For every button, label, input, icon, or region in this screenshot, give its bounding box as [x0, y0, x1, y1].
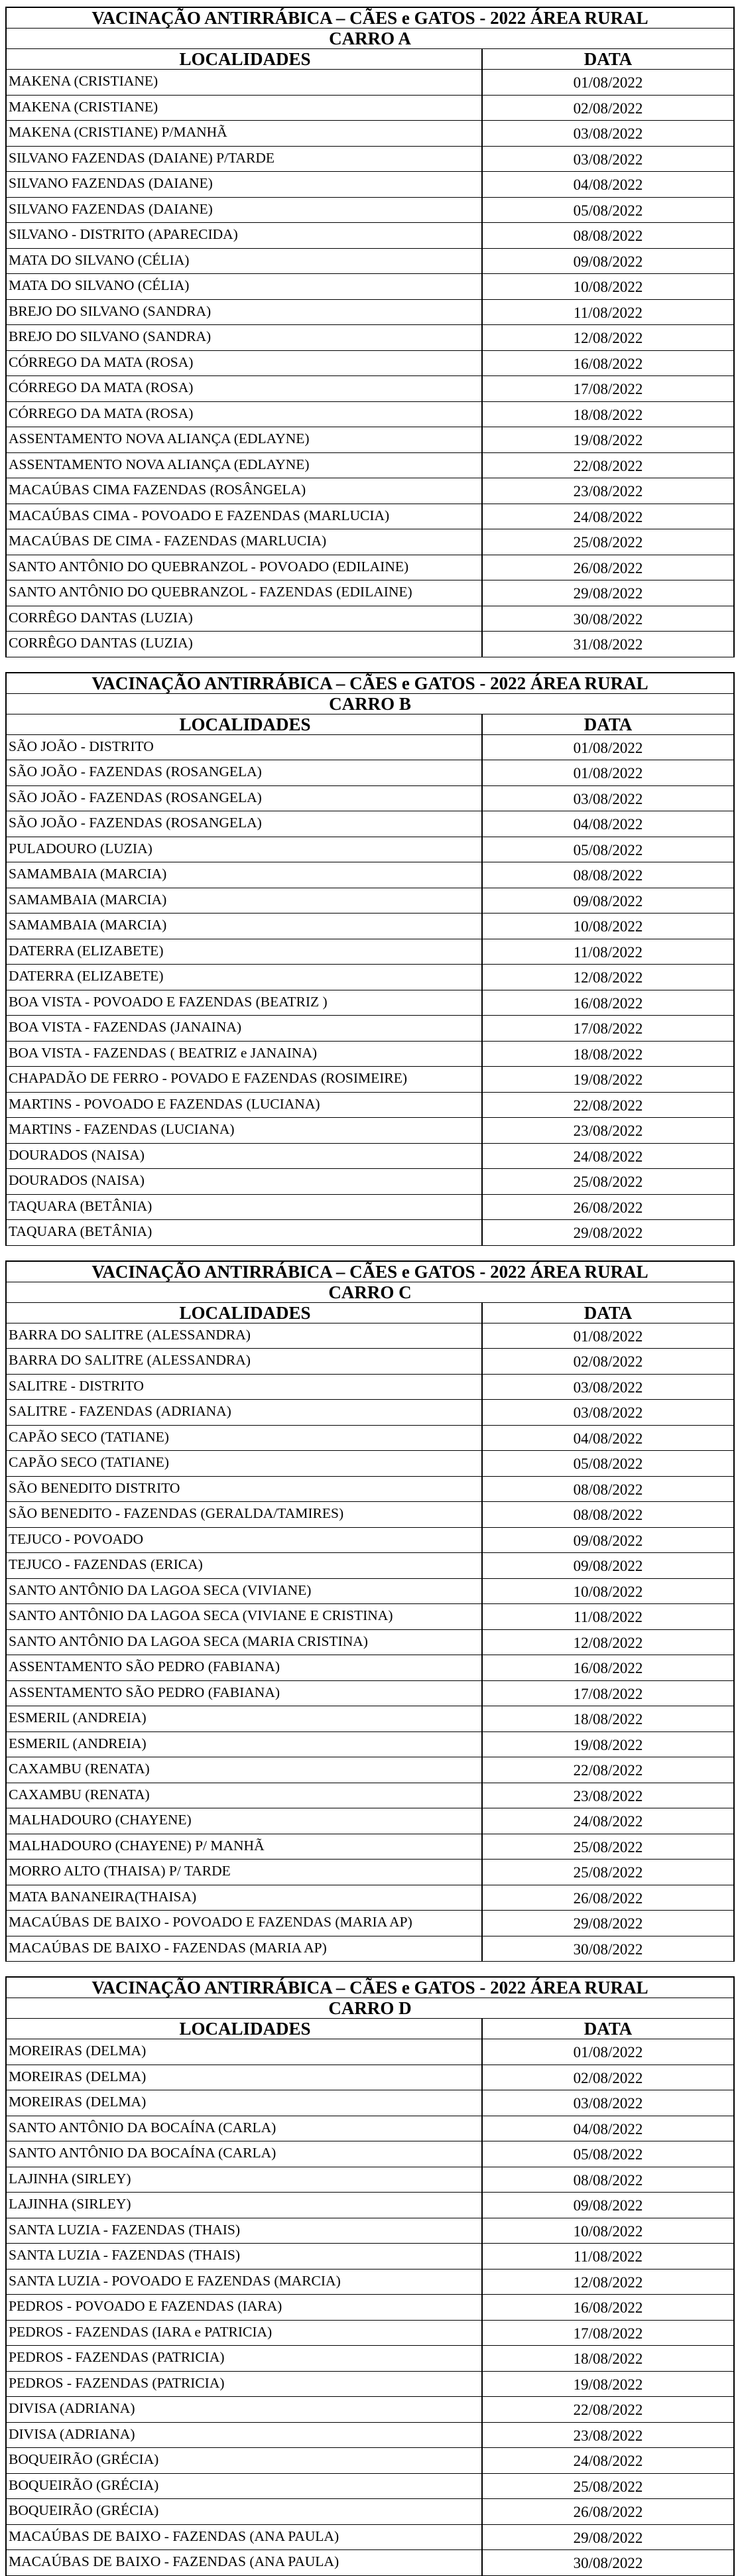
table-row: [7, 914, 733, 939]
date-cell: 22/08/2022: [573, 2402, 643, 2418]
date-cell: 09/08/2022: [573, 253, 643, 270]
date-cell: 08/08/2022: [573, 867, 643, 884]
locality-cell: SANTO ANTÔNIO DO QUEBRANZOL - FAZENDAS (EDILAINE): [7, 580, 483, 606]
date-cell: 25/08/2022: [573, 2478, 643, 2495]
locality-cell: MOREIRAS (DELMA): [7, 2065, 483, 2090]
table-row: [7, 1911, 733, 1936]
table-row: [7, 1630, 733, 1656]
locality-cell: SILVANO FAZENDAS (DAIANE): [7, 172, 483, 197]
locality-cell: TAQUARA (BETÂNIA): [7, 1220, 483, 1245]
table-row: [7, 70, 733, 96]
schedule-table: [5, 7, 735, 657]
locality-cell: SANTO ANTÔNIO DA BOCAÍNA (CARLA): [7, 2116, 483, 2141]
locality-cell: MOREIRAS (DELMA): [7, 2090, 483, 2116]
date-cell: 04/08/2022: [573, 1430, 643, 1447]
locality-cell: MATA DO SILVANO (CÉLIA): [7, 249, 483, 274]
date-cell: 05/08/2022: [573, 1456, 643, 1472]
table-row: [7, 760, 733, 786]
table-row: [7, 172, 733, 198]
date-cell: 03/08/2022: [573, 125, 643, 142]
table-row: [7, 325, 733, 351]
date-cell: 19/08/2022: [573, 1736, 643, 1753]
date-cell: 01/08/2022: [573, 2044, 643, 2061]
date-cell: 18/08/2022: [573, 1711, 643, 1728]
table-row: [7, 2372, 733, 2398]
locality-cell: PEDROS - FAZENDAS (PATRICIA): [7, 2372, 483, 2397]
date-cell: 26/08/2022: [573, 1889, 643, 1907]
date-cell: 24/08/2022: [573, 1148, 643, 1165]
date-cell: 25/08/2022: [573, 1864, 643, 1881]
locality-cell: MACAÚBAS DE BAIXO - FAZENDAS (ANA PAULA): [7, 2550, 483, 2575]
locality-cell: MATA DO SILVANO (CÉLIA): [7, 274, 483, 299]
locality-cell: CAPÃO SECO (TATIANE): [7, 1426, 483, 1451]
table-row: [7, 1451, 733, 1477]
locality-cell: SANTA LUZIA - FAZENDAS (THAIS): [7, 2218, 483, 2244]
date-cell: 05/08/2022: [573, 841, 643, 858]
table-row: [7, 376, 733, 402]
date-cell: 12/08/2022: [573, 330, 643, 346]
table-row: [7, 1860, 733, 1885]
date-cell: 09/08/2022: [573, 1558, 643, 1574]
table-row: [7, 1732, 733, 1758]
table-row: [7, 2499, 733, 2525]
table-row: [7, 198, 733, 224]
locality-cell: DIVISA (ADRIANA): [7, 2423, 483, 2448]
locality-cell: SÃO JOÃO - FAZENDAS (ROSANGELA): [7, 811, 483, 837]
date-cell: 23/08/2022: [573, 2427, 643, 2444]
table-row: [7, 2141, 733, 2167]
table-row: [7, 1400, 733, 1426]
table-row: [7, 478, 733, 504]
locality-cell: BOA VISTA - POVOADO E FAZENDAS (BEATRIZ ): [7, 990, 483, 1016]
table-row: [7, 606, 733, 632]
locality-cell: SAMAMBAIA (MARCIA): [7, 888, 483, 914]
table-row: [7, 2065, 733, 2091]
locality-cell: ASSENTAMENTO SÃO PEDRO (FABIANA): [7, 1681, 483, 1706]
date-cell: 11/08/2022: [574, 304, 643, 321]
date-cell: 09/08/2022: [573, 892, 643, 910]
date-cell: 05/08/2022: [573, 2146, 643, 2163]
table-title: VACINAÇÃO ANTIRRÁBICA – CÃES e GATOS - 2022 ÁREA RURAL: [7, 1978, 733, 1998]
date-cell: 09/08/2022: [573, 1532, 643, 1549]
table-row: [7, 300, 733, 326]
date-cell: 17/08/2022: [573, 1685, 643, 1702]
locality-cell: SANTA LUZIA - POVOADO E FAZENDAS (MARCIA): [7, 2270, 483, 2295]
table-row: [7, 1783, 733, 1809]
locality-cell: MACAÚBAS DE BAIXO - FAZENDAS (ANA PAULA): [7, 2525, 483, 2550]
locality-cell: MACAÚBAS CIMA FAZENDAS (ROSÂNGELA): [7, 478, 483, 504]
date-cell: 08/08/2022: [573, 228, 643, 244]
locality-cell: ESMERIL (ANDREIA): [7, 1706, 483, 1731]
table-row: [7, 1553, 733, 1579]
table-row: [7, 965, 733, 990]
table-row: [7, 2116, 733, 2142]
date-cell: 29/08/2022: [573, 1225, 643, 1241]
column-header-localidades: LOCALIDADES: [7, 1303, 483, 1323]
table-row: [7, 1936, 733, 1962]
date-cell: 16/08/2022: [573, 2299, 643, 2316]
date-cell: 29/08/2022: [573, 2529, 643, 2546]
table-row: [7, 1808, 733, 1834]
table-row: [7, 351, 733, 377]
date-cell: 22/08/2022: [573, 457, 643, 474]
locality-cell: ASSENTAMENTO NOVA ALIANÇA (EDLAYNE): [7, 427, 483, 452]
locality-cell: CAXAMBU (RENATA): [7, 1783, 483, 1808]
table-row: [7, 1706, 733, 1732]
locality-cell: SÃO JOÃO - FAZENDAS (ROSANGELA): [7, 786, 483, 811]
locality-cell: SALITRE - DISTRITO: [7, 1375, 483, 1400]
date-cell: 30/08/2022: [573, 1940, 643, 1958]
date-cell: 12/08/2022: [573, 969, 643, 986]
locality-cell: MACAÚBAS DE BAIXO - POVOADO E FAZENDAS (MARIA AP): [7, 1911, 483, 1936]
locality-cell: MAKENA (CRISTIANE): [7, 96, 483, 121]
table-row: [7, 2039, 733, 2065]
locality-cell: DATERRA (ELIZABETE): [7, 939, 483, 965]
date-cell: 01/08/2022: [573, 1327, 643, 1345]
table-row: [7, 1042, 733, 1067]
table-row: [7, 2321, 733, 2346]
date-cell: 24/08/2022: [573, 1813, 643, 1830]
locality-cell: BOQUEIRÃO (GRÉCIA): [7, 2474, 483, 2499]
table-row: [7, 223, 733, 249]
table-row: [7, 1885, 733, 1911]
locality-cell: CÓRREGO DA MATA (ROSA): [7, 376, 483, 401]
table-row: [7, 990, 733, 1016]
table-row: [7, 1681, 733, 1707]
date-cell: 18/08/2022: [573, 406, 643, 423]
table-row: [7, 555, 733, 581]
date-cell: 23/08/2022: [573, 483, 643, 500]
locality-cell: SÃO JOÃO - DISTRITO: [7, 735, 483, 760]
locality-cell: CÓRREGO DA MATA (ROSA): [7, 351, 483, 376]
locality-cell: CORRÊGO DANTAS (LUZIA): [7, 606, 483, 632]
locality-cell: MALHADOURO (CHAYENE) P/ MANHÃ: [7, 1834, 483, 1860]
date-cell: 02/08/2022: [573, 2069, 643, 2086]
locality-cell: TEJUCO - POVOADO: [7, 1528, 483, 1553]
table-row: [7, 2550, 733, 2576]
date-cell: 23/08/2022: [573, 1122, 643, 1139]
table-row: [7, 453, 733, 479]
table-title: VACINAÇÃO ANTIRRÁBICA – CÃES e GATOS - 2022 ÁREA RURAL: [7, 1262, 733, 1282]
table-header-row: [7, 49, 733, 70]
table-row: [7, 402, 733, 428]
table-row: [7, 1195, 733, 1221]
table-row: [7, 529, 733, 555]
locality-cell: SILVANO FAZENDAS (DAIANE) P/TARDE: [7, 147, 483, 172]
table-row: [7, 1757, 733, 1783]
table-row: [7, 1016, 733, 1042]
locality-cell: DOURADOS (NAISA): [7, 1144, 483, 1169]
schedule-table: [5, 1976, 735, 2576]
locality-cell: BARRA DO SALITRE (ALESSANDRA): [7, 1349, 483, 1374]
date-cell: 01/08/2022: [573, 765, 643, 781]
locality-cell: ESMERIL (ANDREIA): [7, 1732, 483, 1757]
locality-cell: MARTINS - POVOADO E FAZENDAS (LUCIANA): [7, 1093, 483, 1118]
date-cell: 25/08/2022: [573, 1838, 643, 1856]
schedule-table: [5, 672, 735, 1246]
locality-cell: TEJUCO - FAZENDAS (ERICA): [7, 1553, 483, 1578]
date-cell: 26/08/2022: [573, 2504, 643, 2520]
table-header-row: [7, 2019, 733, 2039]
table-row: [7, 2218, 733, 2244]
locality-cell: PEDROS - POVOADO E FAZENDAS (IARA): [7, 2295, 483, 2320]
locality-cell: CORRÊGO DANTAS (LUZIA): [7, 632, 483, 657]
table-row: [7, 811, 733, 837]
date-cell: 08/08/2022: [573, 1481, 643, 1498]
table-row: [7, 2167, 733, 2193]
table-row: [7, 249, 733, 275]
table-row: [7, 1579, 733, 1605]
locality-cell: SALITRE - FAZENDAS (ADRIANA): [7, 1400, 483, 1425]
table-row: [7, 96, 733, 121]
table-row: [7, 1144, 733, 1170]
date-cell: 11/08/2022: [574, 1609, 643, 1625]
date-cell: 17/08/2022: [573, 1020, 643, 1037]
column-header-data: DATA: [583, 1302, 633, 1323]
date-cell: 02/08/2022: [573, 100, 643, 117]
date-cell: 04/08/2022: [573, 816, 643, 833]
locality-cell: PEDROS - FAZENDAS (PATRICIA): [7, 2346, 483, 2371]
table-row: [7, 1093, 733, 1119]
date-cell: 03/08/2022: [573, 1404, 643, 1421]
locality-cell: ASSENTAMENTO NOVA ALIANÇA (EDLAYNE): [7, 453, 483, 478]
locality-cell: LAJINHA (SIRLEY): [7, 2167, 483, 2193]
table-row: [7, 2397, 733, 2423]
date-cell: 10/08/2022: [573, 2222, 643, 2240]
locality-cell: CAPÃO SECO (TATIANE): [7, 1451, 483, 1476]
date-cell: 29/08/2022: [573, 585, 643, 602]
date-cell: 17/08/2022: [573, 2325, 643, 2342]
date-cell: 23/08/2022: [573, 1787, 643, 1804]
table-row: [7, 1834, 733, 1860]
table-row: [7, 2525, 733, 2551]
column-header-localidades: LOCALIDADES: [7, 49, 483, 69]
date-cell: 19/08/2022: [573, 432, 643, 448]
locality-cell: BREJO DO SILVANO (SANDRA): [7, 325, 483, 350]
date-cell: 03/08/2022: [573, 151, 643, 168]
date-cell: 01/08/2022: [573, 74, 643, 91]
date-cell: 04/08/2022: [573, 2120, 643, 2137]
locality-cell: SÃO BENEDITO - FAZENDAS (GERALDA/TAMIRES): [7, 1502, 483, 1527]
locality-cell: SANTA LUZIA - FAZENDAS (THAIS): [7, 2244, 483, 2269]
locality-cell: BOQUEIRÃO (GRÉCIA): [7, 2448, 483, 2473]
locality-cell: SILVANO FAZENDAS (DAIANE): [7, 198, 483, 223]
table-row: [7, 837, 733, 863]
table-row: [7, 1169, 733, 1195]
date-cell: 26/08/2022: [573, 1199, 643, 1216]
date-cell: 17/08/2022: [573, 381, 643, 397]
column-header-data: DATA: [583, 49, 633, 69]
table-row: [7, 1604, 733, 1630]
locality-cell: CAXAMBU (RENATA): [7, 1757, 483, 1783]
locality-cell: SANTO ANTÔNIO DA BOCAÍNA (CARLA): [7, 2141, 483, 2167]
date-cell: 16/08/2022: [573, 355, 643, 372]
table-row: [7, 1118, 733, 1144]
table-row: [7, 427, 733, 453]
table-row: [7, 1323, 733, 1349]
locality-cell: SANTO ANTÔNIO DA LAGOA SECA (VIVIANE): [7, 1579, 483, 1604]
column-header-localidades: LOCALIDADES: [7, 2019, 483, 2039]
date-cell: 26/08/2022: [573, 559, 643, 576]
date-cell: 03/08/2022: [573, 2095, 643, 2112]
table-row: [7, 735, 733, 761]
date-cell: 08/08/2022: [573, 1507, 643, 1523]
date-cell: 19/08/2022: [573, 1071, 643, 1088]
locality-cell: SANTO ANTÔNIO DA LAGOA SECA (VIVIANE E CRISTINA): [7, 1604, 483, 1629]
date-cell: 30/08/2022: [573, 2555, 643, 2571]
table-row: [7, 1220, 733, 1246]
table-row: [7, 1375, 733, 1400]
date-cell: 03/08/2022: [573, 790, 643, 807]
table-row: [7, 504, 733, 530]
date-cell: 10/08/2022: [573, 279, 643, 295]
locality-cell: MALHADOURO (CHAYENE): [7, 1808, 483, 1834]
date-cell: 30/08/2022: [573, 610, 643, 628]
date-cell: 03/08/2022: [573, 1379, 643, 1396]
date-cell: 24/08/2022: [573, 2453, 643, 2469]
locality-cell: SAMAMBAIA (MARCIA): [7, 914, 483, 939]
locality-cell: MARTINS - FAZENDAS (LUCIANA): [7, 1118, 483, 1143]
table-row: [7, 2193, 733, 2218]
locality-cell: SÃO BENEDITO DISTRITO: [7, 1477, 483, 1502]
locality-cell: MACAÚBAS DE BAIXO - FAZENDAS (MARIA AP): [7, 1936, 483, 1962]
date-cell: 08/08/2022: [573, 2171, 643, 2189]
table-row: [7, 632, 733, 657]
table-row: [7, 2474, 733, 2500]
table-row: [7, 862, 733, 888]
date-cell: 18/08/2022: [573, 1046, 643, 1063]
locality-cell: MACAÚBAS DE CIMA - FAZENDAS (MARLUCIA): [7, 529, 483, 555]
locality-cell: TAQUARA (BETÂNIA): [7, 1195, 483, 1220]
table-row: [7, 2346, 733, 2372]
date-cell: 11/08/2022: [574, 943, 643, 961]
locality-cell: SANTO ANTÔNIO DO QUEBRANZOL - POVOADO (EDILAINE): [7, 555, 483, 580]
date-cell: 22/08/2022: [573, 1097, 643, 1114]
table-title: VACINAÇÃO ANTIRRÁBICA – CÃES e GATOS - 2022 ÁREA RURAL: [7, 8, 733, 29]
table-row: [7, 2448, 733, 2474]
locality-cell: DATERRA (ELIZABETE): [7, 965, 483, 990]
date-cell: 16/08/2022: [573, 1660, 643, 1676]
table-row: [7, 580, 733, 606]
locality-cell: MAKENA (CRISTIANE) P/MANHÃ: [7, 121, 483, 146]
date-cell: 10/08/2022: [573, 918, 643, 935]
table-row: [7, 2244, 733, 2270]
table-row: [7, 939, 733, 965]
table-row: [7, 1067, 733, 1093]
table-row: [7, 147, 733, 172]
table-row: [7, 2090, 733, 2116]
column-header-localidades: LOCALIDADES: [7, 714, 483, 734]
locality-cell: BOA VISTA - FAZENDAS (JANAINA): [7, 1016, 483, 1041]
date-cell: 05/08/2022: [573, 202, 643, 219]
locality-cell: CÓRREGO DA MATA (ROSA): [7, 402, 483, 427]
date-cell: 19/08/2022: [573, 2376, 643, 2393]
table-row: [7, 2295, 733, 2321]
locality-cell: ASSENTAMENTO SÃO PEDRO (FABIANA): [7, 1655, 483, 1680]
locality-cell: MAKENA (CRISTIANE): [7, 70, 483, 95]
date-cell: 04/08/2022: [573, 176, 643, 193]
date-cell: 11/08/2022: [574, 2248, 643, 2265]
schedule-document: [5, 7, 735, 2576]
locality-cell: BARRA DO SALITRE (ALESSANDRA): [7, 1323, 483, 1349]
car-label: CARRO D: [7, 1998, 733, 2019]
locality-cell: MATA BANANEIRA(THAISA): [7, 1885, 483, 1911]
date-cell: 18/08/2022: [573, 2350, 643, 2367]
locality-cell: PULADOURO (LUZIA): [7, 837, 483, 862]
table-row: [7, 2423, 733, 2449]
car-label: CARRO B: [7, 694, 733, 714]
date-cell: 16/08/2022: [573, 994, 643, 1012]
table-row: [7, 1477, 733, 1503]
locality-cell: BOQUEIRÃO (GRÉCIA): [7, 2499, 483, 2524]
date-cell: 09/08/2022: [573, 2197, 643, 2214]
locality-cell: PEDROS - FAZENDAS (IARA e PATRICIA): [7, 2321, 483, 2346]
locality-cell: CHAPADÃO DE FERRO - POVADO E FAZENDAS (ROSIMEIRE): [7, 1067, 483, 1092]
table-row: [7, 1426, 733, 1452]
locality-cell: DIVISA (ADRIANA): [7, 2397, 483, 2422]
table-title: VACINAÇÃO ANTIRRÁBICA – CÃES e GATOS - 2022 ÁREA RURAL: [7, 673, 733, 694]
table-row: [7, 274, 733, 300]
locality-cell: LAJINHA (SIRLEY): [7, 2193, 483, 2218]
table-row: [7, 2270, 733, 2295]
car-label: CARRO A: [7, 29, 733, 49]
date-cell: 02/08/2022: [573, 1353, 643, 1370]
column-header-data: DATA: [583, 714, 633, 734]
locality-cell: SAMAMBAIA (MARCIA): [7, 862, 483, 888]
table-row: [7, 1655, 733, 1681]
table-header-row: [7, 714, 733, 735]
date-cell: 22/08/2022: [573, 1762, 643, 1779]
locality-cell: SILVANO - DISTRITO (APARECIDA): [7, 223, 483, 248]
date-cell: 25/08/2022: [573, 1174, 643, 1190]
locality-cell: DOURADOS (NAISA): [7, 1169, 483, 1194]
date-cell: 10/08/2022: [573, 1583, 643, 1600]
locality-cell: BOA VISTA - FAZENDAS ( BEATRIZ e JANAINA): [7, 1042, 483, 1067]
date-cell: 01/08/2022: [573, 739, 643, 756]
table-header-row: [7, 1303, 733, 1323]
table-row: [7, 1349, 733, 1375]
table-row: [7, 786, 733, 812]
locality-cell: SÃO JOÃO - FAZENDAS (ROSANGELA): [7, 760, 483, 785]
table-row: [7, 121, 733, 147]
date-cell: 12/08/2022: [573, 1634, 643, 1651]
table-row: [7, 888, 733, 914]
table-row: [7, 1502, 733, 1528]
schedule-table: [5, 1260, 735, 1962]
date-cell: 12/08/2022: [573, 2273, 643, 2291]
car-label: CARRO C: [7, 1282, 733, 1303]
date-cell: 31/08/2022: [573, 636, 643, 653]
locality-cell: SANTO ANTÔNIO DA LAGOA SECA (MARIA CRISTINA): [7, 1630, 483, 1655]
date-cell: 25/08/2022: [573, 534, 643, 551]
date-cell: 29/08/2022: [573, 1915, 643, 1932]
column-header-data: DATA: [583, 2019, 633, 2039]
locality-cell: MOREIRAS (DELMA): [7, 2039, 483, 2065]
date-cell: 24/08/2022: [573, 508, 643, 525]
table-row: [7, 1528, 733, 1554]
locality-cell: MACAÚBAS CIMA - POVOADO E FAZENDAS (MARLUCIA): [7, 504, 483, 529]
locality-cell: BREJO DO SILVANO (SANDRA): [7, 300, 483, 325]
locality-cell: MORRO ALTO (THAISA) P/ TARDE: [7, 1860, 483, 1885]
